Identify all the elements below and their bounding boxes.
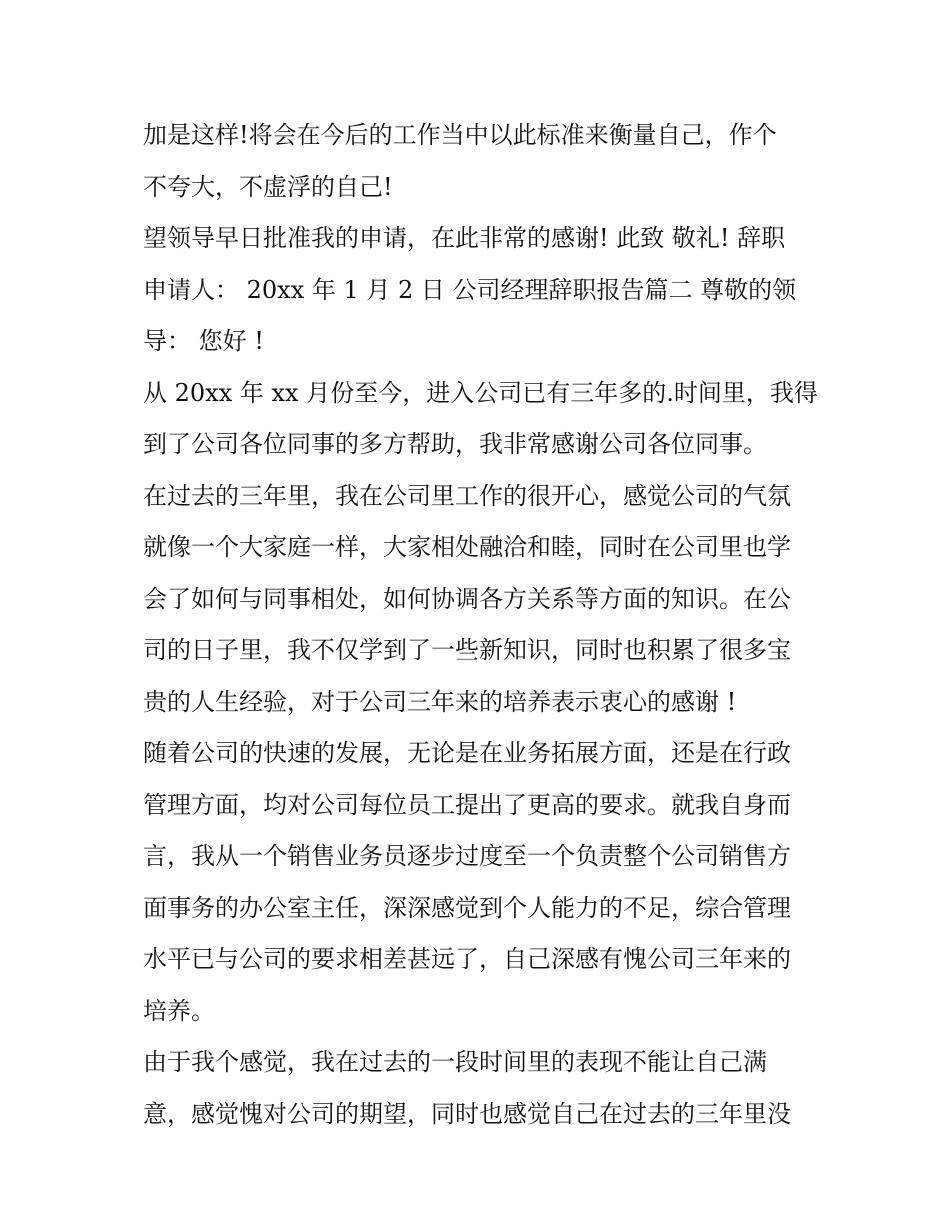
text-line: 就像一个大家庭一样，大家相处融洽和睦，同时在公司里也学 — [143, 533, 791, 561]
text-line: 望领导早日批准我的申请，在此非常的感谢! 此致 敬礼! 辞职 — [143, 224, 786, 252]
text-line: 申请人： 20xx 年 1 月 2 日 公司经理辞职报告篇二 尊敬的领 — [143, 275, 797, 304]
text-line: 由于我个感觉，我在过去的一段时间里的表现不能让自己满 — [143, 1048, 767, 1076]
text-line: 到了公司各位同事的多方帮助，我非常感谢公司各位同事。 — [143, 430, 767, 458]
text-line: 面事务的办公室主任，深深感觉到个人能力的不足，综合管理 — [143, 893, 791, 922]
text-line: 加是这样!将会在今后的工作当中以此标准来衡量自己，作个 — [143, 121, 777, 149]
text-line: 随着公司的快速的发展，无论是在业务拓展方面，还是在行政 — [143, 739, 791, 767]
text-line: 意，感觉愧对公司的期望，同时也感觉自己在过去的三年里没 — [143, 1099, 791, 1128]
text-line: 在过去的三年里，我在公司里工作的很开心，感觉公司的气氛 — [143, 481, 791, 510]
text-line: 贵的人生经验，对于公司三年来的培养表示衷心的感谢 ! — [143, 687, 737, 716]
text-line: 言，我从一个销售业务员逐步过度至一个负责整个公司销售方 — [143, 842, 791, 870]
text-line: 司的日子里，我不仅学到了一些新知识，同时也积累了很多宝 — [143, 636, 791, 664]
text-line: 不夸大，不虚浮的自己! — [143, 172, 393, 201]
text-line: 培养。 — [143, 996, 215, 1025]
text-line: 会了如何与同事相处，如何协调各方关系等方面的知识。在公 — [143, 584, 791, 613]
body-text — [143, 110, 823, 1140]
text-line: 管理方面，均对公司每位员工提出了更高的要求。就我自身而 — [143, 790, 791, 819]
text-line: 水平已与公司的要求相差甚远了，自己深感有愧公司三年来的 — [143, 945, 791, 973]
text-line: 从 20xx 年 xx 月份至今，进入公司已有三年多的.时间里，我得 — [143, 378, 818, 407]
text-line: 导： 您好 ! — [143, 327, 264, 355]
